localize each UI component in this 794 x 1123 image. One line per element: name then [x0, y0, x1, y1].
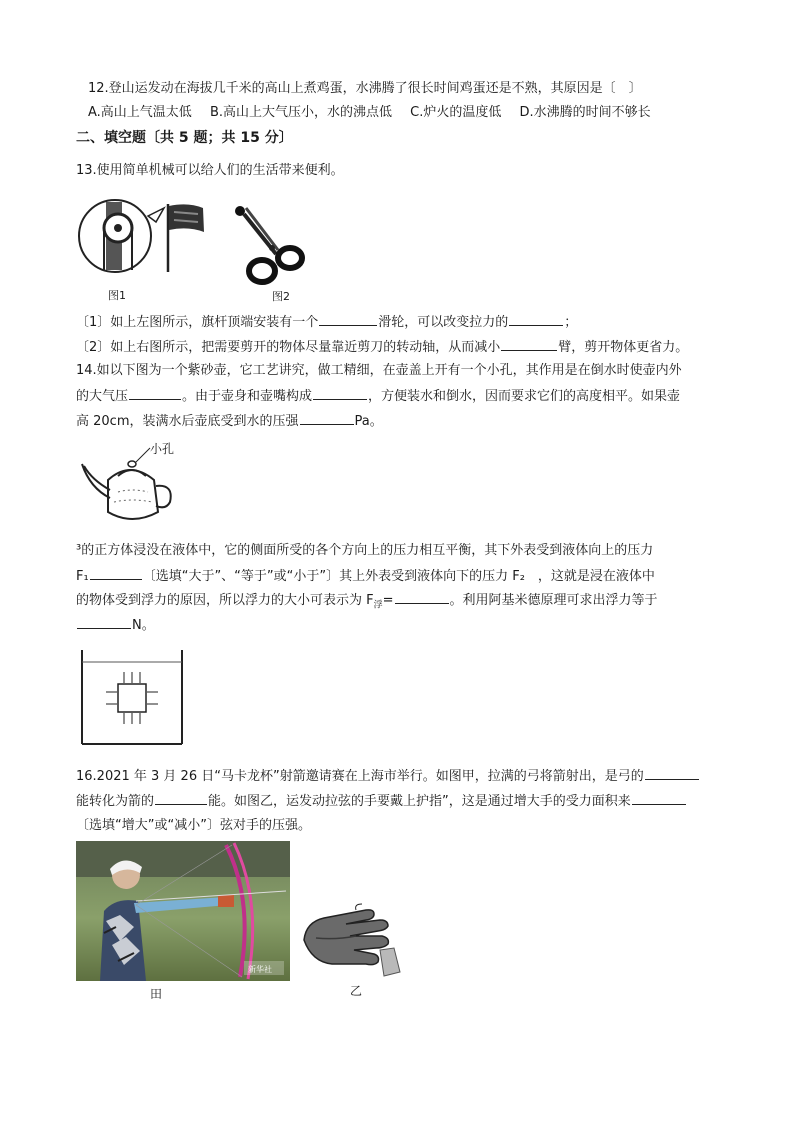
q15-l2-text-a: F₁ — [76, 569, 89, 584]
q12-option-a[interactable]: A.高山上气温太低 — [88, 105, 192, 120]
q12-option-b[interactable]: B.高山上大气压小，水的沸点低 — [209, 105, 393, 120]
q15-l3-text-c: 。利用阿基米德原理可求出浮力等于 — [449, 593, 658, 608]
q15-l2-text-b: 〔选填“大于”、“等于”或“小于”〕其上外表受到液体向下的压力 F₂ ，这就是浸在液体中 — [142, 569, 655, 584]
q13-p1-text-b: 滑轮，可以改变拉力的 — [378, 315, 509, 330]
q12-stem: 12.登山运发动在海拔几千米的高山上煮鸡蛋，水沸腾了很长时间鸡蛋还是不熟，其原因是〔 〕 — [88, 81, 642, 96]
teapot-hole-label: 小孔 — [150, 442, 175, 456]
q13-p2-text-b: 臂，剪开物体更省力。 — [558, 340, 689, 355]
q16-blank-2[interactable] — [155, 792, 207, 805]
submerged-cube-figure — [80, 650, 184, 746]
q13-p1-text-a: 〔1〕如上左图所示，旗杆顶端安装有一个 — [76, 315, 319, 330]
q13-p2-blank[interactable] — [501, 338, 557, 351]
q14-blank-2[interactable] — [313, 387, 367, 400]
archer-photo — [76, 841, 290, 981]
fig2-caption: 图2 — [272, 290, 290, 303]
q15-l3-text-a: 的物体受到浮力的原因，所以浮力的大小可表示为 F — [76, 593, 374, 608]
q16-blank-1[interactable] — [645, 767, 699, 780]
q15-line2 — [76, 567, 655, 586]
q14-l2-text-a: 的大气压 — [76, 389, 129, 404]
q13-p2-text-a: 〔2〕如上右图所示，把需要剪开的物体尽量靠近剪刀的转动轴，从而减小 — [76, 340, 501, 355]
q14-line1: 14.如以下图为一个紫砂壶，它工艺讲究，做工精细，在壶盖上开有一个小孔，其作用是在倒水时使壶内外 — [76, 363, 682, 378]
q13-part1 — [76, 313, 577, 332]
q14-l2-text-b: 。由于壶身和壶嘴构成 — [182, 389, 313, 404]
q13-p1-blank-2[interactable] — [509, 313, 563, 326]
q15-l4-text: N。 — [132, 618, 155, 633]
fig-jia-caption: 田 — [150, 987, 163, 1001]
q16-l1-text: 16.2021 年 3 月 26 日“马卡龙杯”射箭邀请赛在上海市举行。如图甲，拉满的弓将箭射出，是弓的 — [76, 769, 644, 784]
fig-yi-caption: 乙 — [350, 984, 363, 998]
scissors-figure — [232, 198, 312, 288]
q16-blank-3[interactable] — [632, 792, 686, 805]
q14-l3-text-a: 高 20cm，装满水后壶底受到水的压强 — [76, 414, 299, 429]
section-2-heading: 二、填空题〔共 5 题；共 15 分〕 — [76, 130, 293, 146]
q14-blank-1[interactable] — [129, 387, 181, 400]
q15-blank-3[interactable] — [77, 616, 131, 629]
q15-blank-2[interactable] — [395, 591, 449, 604]
q16-line3: 〔选填“增大”或“减小”〕弦对手的压强。 — [76, 818, 311, 833]
q16-line2 — [76, 792, 687, 811]
q13-part2 — [76, 338, 688, 357]
q15-l3-text-b: = — [382, 593, 394, 608]
q15-line4 — [76, 616, 155, 635]
q16-l2-text-b: 能。如图乙，运发动拉弦的手要戴上护指”，这是通过增大手的受力面积来 — [208, 794, 631, 809]
q14-line2 — [76, 387, 680, 406]
q12-option-d[interactable]: D.水沸腾的时间不够长 — [519, 105, 651, 120]
pulley-flag-figure — [78, 198, 228, 288]
q12-options — [88, 104, 665, 122]
q16-l2-text-a: 能转化为箭的 — [76, 794, 155, 809]
q16-line1 — [76, 767, 700, 786]
fig1-caption: 图1 — [108, 289, 126, 302]
q15-blank-1[interactable] — [90, 567, 142, 580]
photo-watermark: 新华社 — [248, 965, 272, 974]
q14-line3 — [76, 412, 383, 431]
q13-stem: 13.使用简单机械可以给人们的生活带来便利。 — [76, 163, 344, 178]
q14-l3-text-b: Pa。 — [354, 414, 383, 429]
q14-blank-3[interactable] — [300, 412, 354, 425]
glove-figure — [296, 900, 406, 980]
q15-buoyancy-subscript: 浮 — [373, 600, 383, 611]
q13-p1-blank-1[interactable] — [319, 313, 377, 326]
q13-p1-text-c: ； — [564, 315, 578, 330]
q15-line3 — [76, 591, 658, 615]
q12-option-c[interactable]: C.炉火的温度低 — [410, 105, 502, 120]
q14-l2-text-c: ，方便装水和倒水，因而要求它们的高度相平。如果壶 — [368, 389, 681, 404]
q15-line1: ³的正方体浸没在液体中，它的侧面所受的各个方向上的压力相互平衡，其下外表受到液体向上的压力 — [76, 543, 654, 558]
